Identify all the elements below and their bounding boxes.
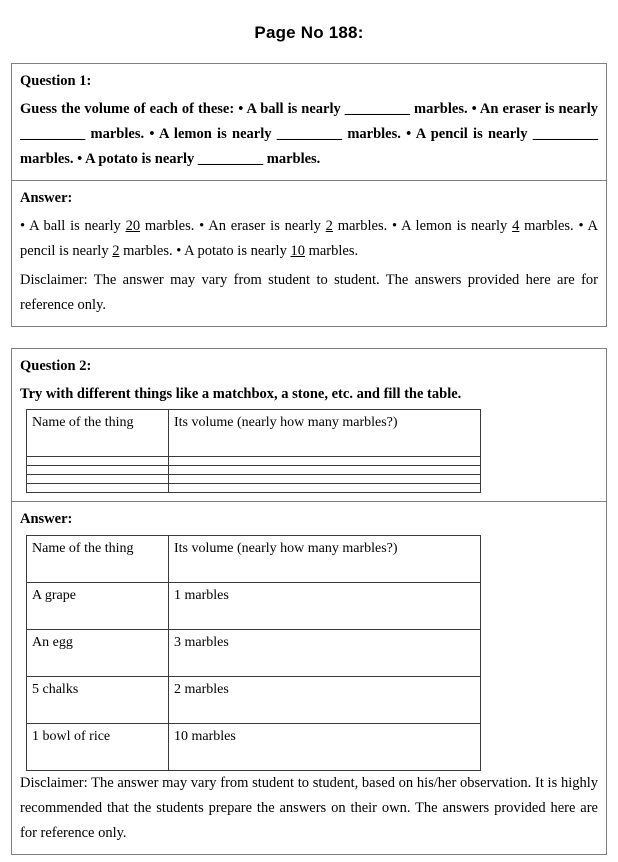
- question-1-body: Guess the volume of each of these: • A ball is nearly _________ marbles. • An eraser is nearly _________ marbles. • A lemon is nearly _________ marbles. • A pencil is nearly _________ marbles. • A potato is nearly _________ marbles.: [20, 101, 598, 167]
- table-row: [27, 630, 481, 677]
- answer-1-section: [12, 180, 606, 326]
- question-2-section: [12, 349, 606, 501]
- table-cell-volume: 1 marbles: [169, 583, 481, 630]
- table-cell-name[interactable]: [27, 466, 169, 475]
- table-cell-name[interactable]: [27, 475, 169, 484]
- table-header-cell-name: Name of the thing: [27, 410, 169, 457]
- table-cell-volume[interactable]: [169, 475, 481, 484]
- answer-1-value-potato: 10: [290, 243, 305, 259]
- table-row: [27, 583, 481, 630]
- answer-1-disclaimer: Disclaimer: The answer may vary from student to student. The answers provided here are for reference only.: [20, 272, 598, 313]
- table-cell-volume[interactable]: [169, 484, 481, 493]
- table-header-cell-name: Name of the thing: [27, 536, 169, 583]
- table-header-row: [27, 536, 481, 583]
- table-row[interactable]: [27, 475, 481, 484]
- table-header-row: [27, 410, 481, 457]
- question-1-heading: Question 1:: [20, 73, 92, 89]
- table-row: [27, 724, 481, 771]
- table-cell-volume[interactable]: [169, 457, 481, 466]
- table-cell-volume: 2 marbles: [169, 677, 481, 724]
- answer-1-text: [20, 214, 598, 264]
- answer-1-part-1: • A ball is nearly: [20, 218, 126, 234]
- answer-1-value-pencil: 2: [112, 243, 120, 259]
- answer-1-part-3: marbles. • A lemon is nearly: [332, 218, 513, 234]
- question-1-block: [11, 63, 607, 327]
- question-1-section: [12, 64, 606, 180]
- empty-marble-table: [26, 409, 481, 493]
- answer-1-part-5: marbles. • A potato is nearly: [119, 243, 291, 259]
- answer-1-part-6: marbles.: [304, 243, 359, 259]
- table-cell-name: A grape: [27, 583, 169, 630]
- answer-2-section: [12, 501, 606, 854]
- table-row[interactable]: [27, 484, 481, 493]
- answer-1-part-2: marbles. • An eraser is nearly: [140, 218, 326, 234]
- table-cell-name[interactable]: [27, 457, 169, 466]
- answer-1-value-eraser: 2: [325, 218, 333, 234]
- table-row[interactable]: [27, 466, 481, 475]
- question-2-block: [11, 348, 607, 855]
- table-header-cell-volume: Its volume (nearly how many marbles?): [169, 410, 481, 457]
- table-cell-volume: 3 marbles: [169, 630, 481, 677]
- table-row[interactable]: [27, 457, 481, 466]
- answer-1-value-lemon: 4: [512, 218, 520, 234]
- table-cell-name: An egg: [27, 630, 169, 677]
- table-cell-volume: 10 marbles: [169, 724, 481, 771]
- answer-marble-table: [26, 535, 481, 771]
- table-header-cell-volume: Its volume (nearly how many marbles?): [169, 536, 481, 583]
- table-cell-name: 1 bowl of rice: [27, 724, 169, 771]
- question-1-text: [20, 97, 598, 172]
- answer-1-value-ball: 20: [125, 218, 141, 234]
- table-cell-volume[interactable]: [169, 466, 481, 475]
- question-2-heading: Question 2:: [20, 358, 92, 374]
- table-row: [27, 677, 481, 724]
- answer-1-part-4: marbles. • A pencil is nearly: [20, 218, 598, 259]
- answer-2-heading: Answer:: [20, 511, 73, 527]
- table-cell-name[interactable]: [27, 484, 169, 493]
- answer-2-disclaimer: Disclaimer: The answer may vary from student to student, based on his/her observation. It is highly recommended that the students prepare the answers on their own. The answers provided here are for reference only.: [20, 775, 598, 841]
- page-title: Page No 188:: [254, 23, 364, 42]
- question-2-text: Try with different things like a matchbox, a stone, etc. and fill the table.: [20, 386, 462, 402]
- answer-1-heading: Answer:: [20, 190, 73, 206]
- table-cell-name: 5 chalks: [27, 677, 169, 724]
